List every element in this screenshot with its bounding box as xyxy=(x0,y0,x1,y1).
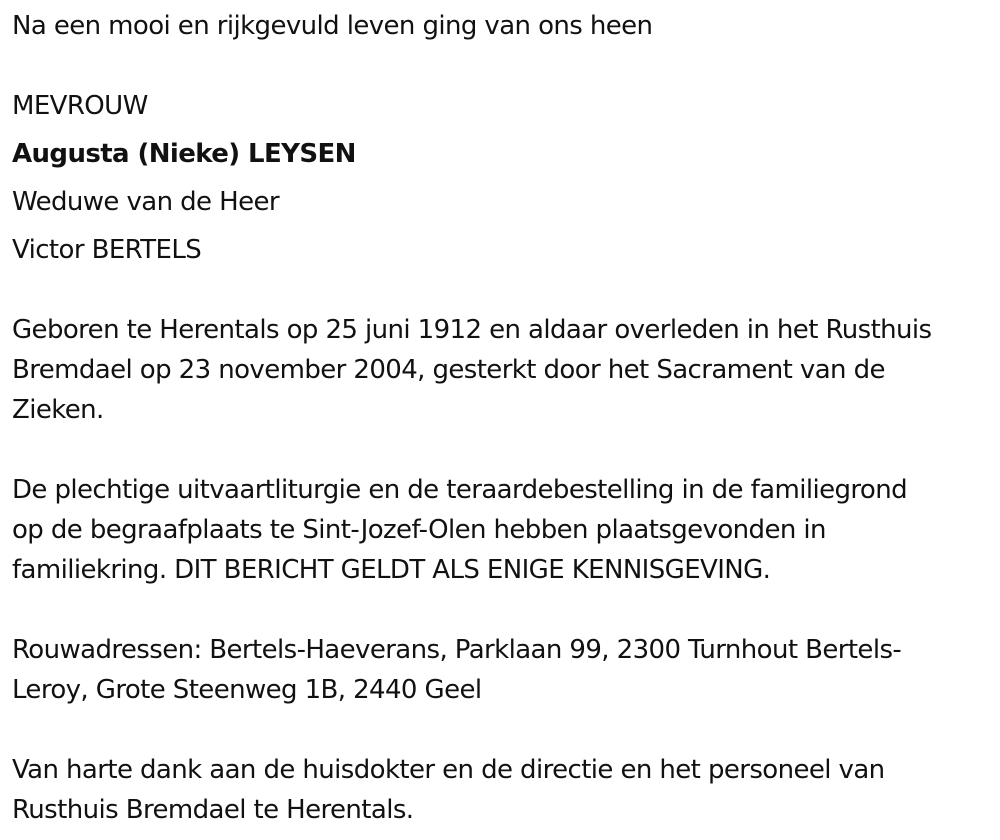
paragraph-line: Leroy, Grote Steenweg 1B, 2440 Geel xyxy=(12,675,482,705)
intro-text: Na een mooi en rijkgevuld leven ging van ons heen xyxy=(12,11,653,41)
widow-of-text: Weduwe van de Heer xyxy=(12,187,279,217)
paragraph-line: De plechtige uitvaartliturgie en de teraardebestelling in de familiegrond xyxy=(12,475,907,505)
deceased-name: Augusta (Nieke) LEYSEN xyxy=(12,139,356,169)
paragraph-line: Van harte dank aan de huisdokter en de directie en het personeel van xyxy=(12,755,885,785)
title-text: MEVROUW xyxy=(12,91,148,121)
paragraph-line: familiekring. DIT BERICHT GELDT ALS ENIGE KENNISGEVING. xyxy=(12,555,771,585)
paragraph-line: Zieken. xyxy=(12,395,104,425)
paragraph-line: op de begraafplaats te Sint-Jozef-Olen hebben plaatsgevonden in xyxy=(12,515,826,545)
spouse-name: Victor BERTELS xyxy=(12,235,202,265)
paragraph-line: Bremdael op 23 november 2004, gesterkt door het Sacrament van de xyxy=(12,355,885,385)
paragraph-line: Rouwadressen: Bertels-Haeverans, Parklaan 99, 2300 Turnhout Bertels- xyxy=(12,635,902,665)
paragraph-line: Geboren te Herentals op 25 juni 1912 en aldaar overleden in het Rusthuis xyxy=(12,315,932,345)
paragraph-line: Rusthuis Bremdael te Herentals. xyxy=(12,795,414,825)
